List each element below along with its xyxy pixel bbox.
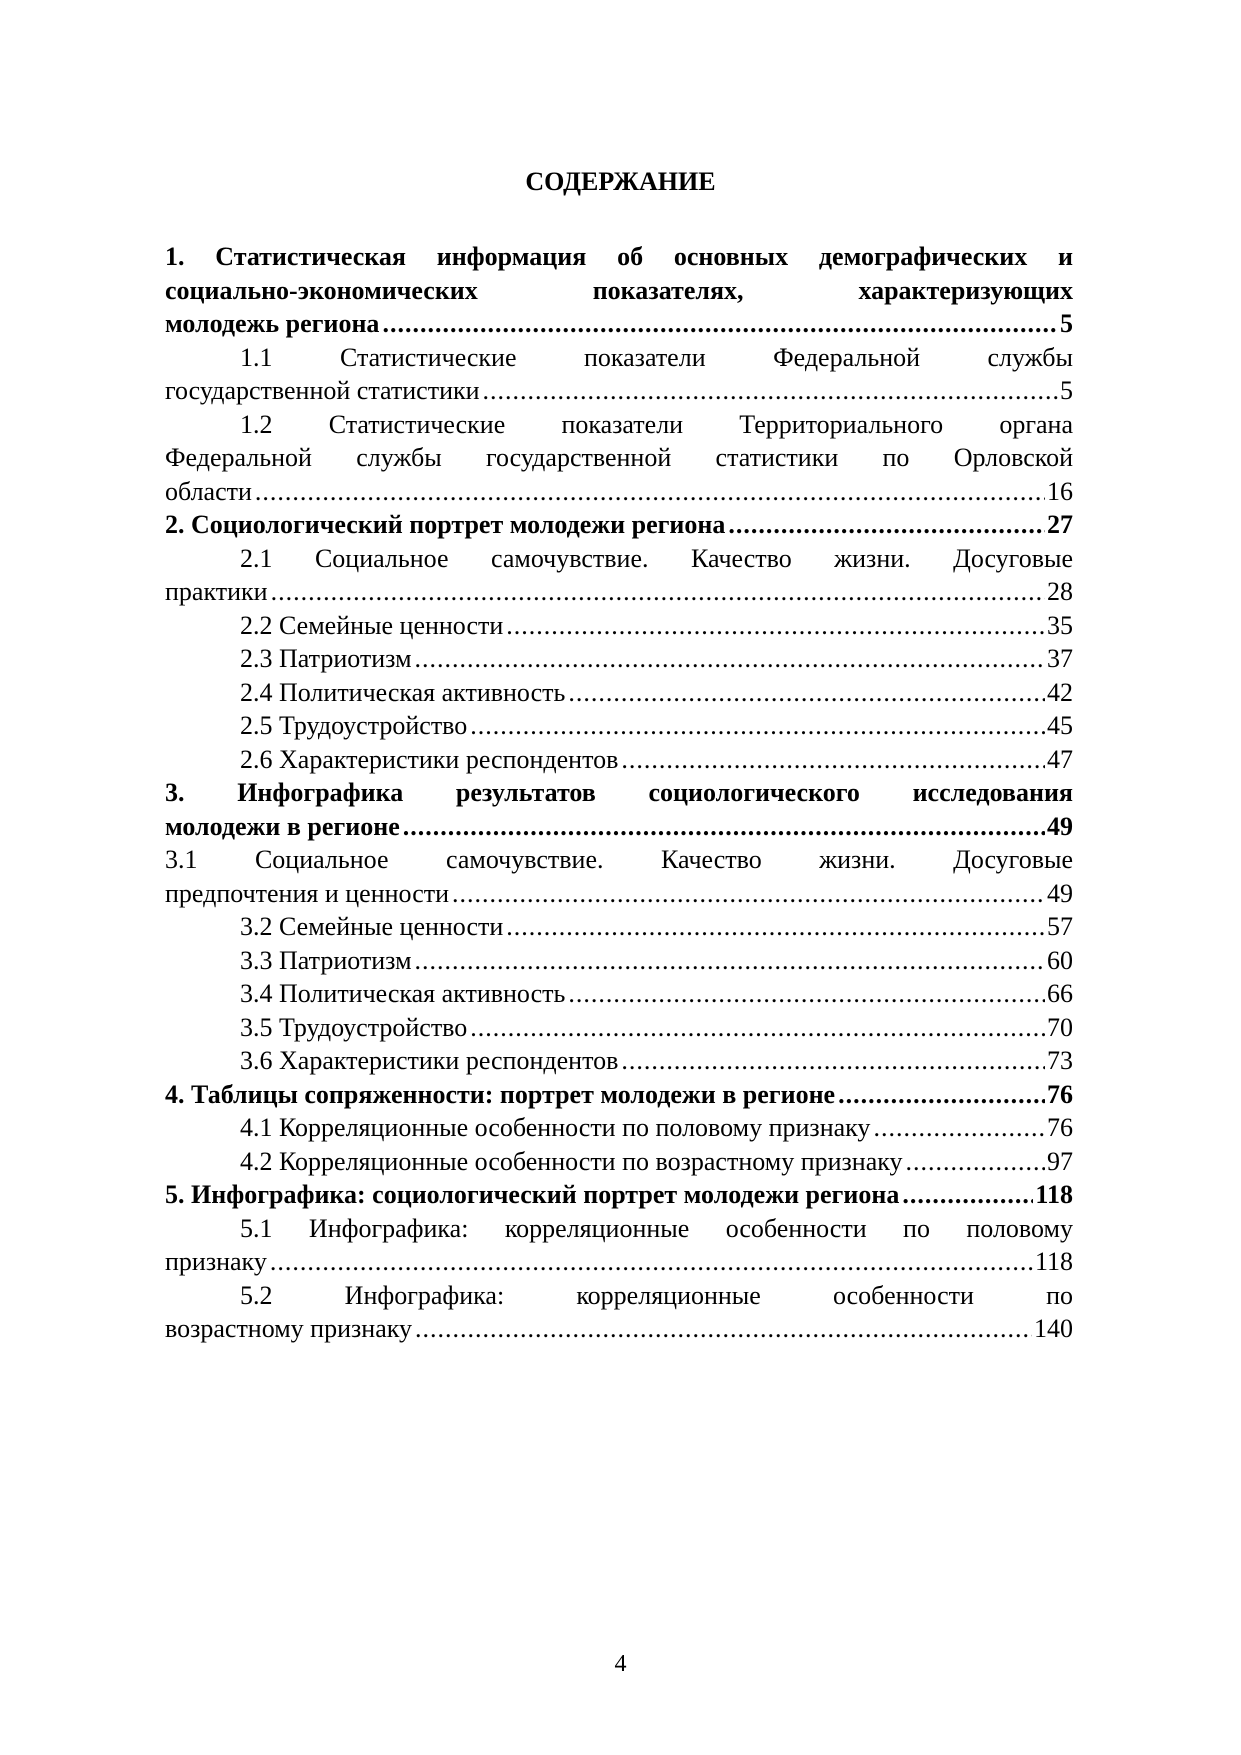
dot-leader	[271, 575, 1045, 609]
toc-page-number: 35	[1047, 610, 1073, 640]
toc-entry-2-1[interactable]	[165, 542, 1073, 609]
toc-entry-3-2[interactable]	[165, 910, 1073, 944]
toc-page-number: 140	[1034, 1314, 1073, 1343]
toc-entry-text: 3.3 Патриотизм	[240, 945, 412, 975]
toc-page-number: 118	[1034, 1247, 1073, 1276]
toc-entry-text: Федеральной службы государственной статистики по Орловской	[165, 443, 1073, 472]
toc-entry-text: 2.6 Характеристики респондентов	[240, 744, 619, 774]
toc-entry-text: 2.4 Политическая активность	[240, 677, 566, 707]
dot-leader	[838, 1078, 1045, 1112]
dot-leader	[403, 810, 1045, 844]
toc-entry-text: 2.2 Семейные ценности	[240, 610, 504, 640]
dot-leader	[568, 676, 1045, 710]
toc-page-number: 47	[1047, 744, 1073, 774]
page-number: 4	[614, 1651, 627, 1677]
dot-leader	[506, 609, 1045, 643]
toc-page-number: 5	[1060, 309, 1073, 338]
toc-entry-text: 3. Инфографика результатов социологического исследования	[165, 778, 1073, 807]
toc-page-number: 66	[1047, 979, 1073, 1008]
toc-entry-text: социально-экономических показателях, характеризующих	[165, 275, 1073, 305]
toc-entry-5[interactable]	[165, 1178, 1073, 1212]
toc-page-number: 37	[1047, 644, 1073, 673]
toc-entry-text: 5.1 Инфографика: корреляционные особенности по половому	[240, 1213, 1073, 1243]
toc-entry-text: 5. Инфографика: социологический портрет молодежи региона	[165, 1180, 900, 1209]
dot-leader	[902, 1178, 1033, 1212]
toc-entry-text: молодежь региона	[165, 309, 380, 338]
dot-leader	[873, 1111, 1045, 1145]
toc-entry-1-1[interactable]	[165, 341, 1073, 408]
dot-leader	[506, 910, 1045, 944]
toc-entry-text: области	[165, 476, 252, 506]
toc-entry-2-4[interactable]	[165, 676, 1073, 710]
toc-entry-text: 4.2 Корреляционные особенности по возрастному признаку	[240, 1146, 903, 1176]
toc-entry-4[interactable]	[165, 1078, 1073, 1112]
toc-entry-text: 1. Статистическая информация об основных демографических и	[165, 242, 1073, 271]
toc-entry-text: 5.2 Инфографика: корреляционные особенности по	[240, 1280, 1073, 1310]
dot-leader	[255, 475, 1045, 509]
dot-leader	[568, 977, 1045, 1011]
dot-leader	[415, 944, 1045, 978]
toc-page-number: 73	[1047, 1046, 1073, 1075]
toc-page-number: 118	[1035, 1180, 1073, 1209]
toc-entry-2-6[interactable]	[165, 743, 1073, 777]
toc-page-number: 28	[1047, 577, 1073, 606]
toc-entry-text: предпочтения и ценности	[165, 878, 450, 908]
dot-leader	[470, 709, 1045, 743]
toc-page-number: 16	[1047, 476, 1073, 506]
toc-entry-3-4[interactable]	[165, 977, 1073, 1011]
dot-leader	[452, 877, 1045, 911]
toc-entry-text: 2.1 Социальное самочувствие. Качество жизни. Досуговые	[240, 543, 1073, 573]
toc-entry-3-3[interactable]	[165, 944, 1073, 978]
toc-entry-4-1[interactable]	[165, 1111, 1073, 1145]
toc-entry-text: 1.1 Статистические показатели Федеральной службы	[240, 342, 1073, 372]
dot-leader	[470, 1011, 1045, 1045]
dot-leader	[621, 1044, 1045, 1078]
toc-entry-text: государственной статистики	[165, 376, 480, 405]
table-of-contents	[165, 240, 1073, 1346]
toc-entry-text: признаку	[165, 1247, 267, 1276]
toc-page-number: 57	[1047, 912, 1073, 941]
page-title: СОДЕРЖАНИЕ	[525, 167, 716, 196]
toc-page-number: 49	[1047, 811, 1073, 841]
toc-entry-text: 2.5 Трудоустройство	[240, 711, 468, 740]
dot-leader	[621, 743, 1045, 777]
toc-entry-3-6[interactable]	[165, 1044, 1073, 1078]
toc-page-number: 27	[1047, 510, 1073, 539]
toc-entry-text: молодежи в регионе	[165, 811, 400, 841]
toc-entry-text: 3.2 Семейные ценности	[240, 912, 504, 941]
toc-entry-text: 2. Социологический портрет молодежи региона	[165, 510, 726, 539]
toc-page-number: 49	[1047, 878, 1073, 908]
toc-entry-text: 4. Таблицы сопряженности: портрет молодежи в регионе	[165, 1079, 836, 1109]
toc-page-number: 5	[1060, 376, 1073, 405]
toc-entry-3-5[interactable]	[165, 1011, 1073, 1045]
toc-entry-2-3[interactable]	[165, 642, 1073, 676]
toc-entry-text: практики	[165, 577, 268, 606]
toc-page-number: 97	[1047, 1146, 1073, 1176]
toc-entry-1[interactable]	[165, 240, 1073, 341]
toc-page-number: 45	[1047, 711, 1073, 740]
toc-entry-3-1[interactable]	[165, 843, 1073, 910]
dot-leader	[415, 642, 1045, 676]
dot-leader	[483, 374, 1058, 408]
toc-page-number: 42	[1047, 677, 1073, 707]
dot-leader	[382, 307, 1058, 341]
toc-entry-2-2[interactable]	[165, 609, 1073, 643]
toc-page-number: 76	[1047, 1113, 1073, 1142]
toc-entry-2[interactable]	[165, 508, 1073, 542]
toc-entry-4-2[interactable]	[165, 1145, 1073, 1179]
toc-entry-text: 3.1 Социальное самочувствие. Качество жизни. Досуговые	[165, 845, 1073, 874]
dot-leader	[728, 508, 1045, 542]
toc-page-number: 70	[1047, 1012, 1073, 1042]
toc-entry-5-2[interactable]	[165, 1279, 1073, 1346]
toc-entry-3[interactable]	[165, 776, 1073, 843]
dot-leader	[415, 1312, 1032, 1346]
toc-entry-5-1[interactable]	[165, 1212, 1073, 1279]
dot-leader	[906, 1145, 1045, 1179]
toc-entry-text: возрастному признаку	[165, 1314, 412, 1343]
toc-entry-2-5[interactable]	[165, 709, 1073, 743]
toc-page-number: 60	[1047, 945, 1073, 975]
toc-entry-text: 1.2 Статистические показатели Территориального органа	[240, 409, 1073, 439]
toc-entry-1-2[interactable]	[165, 408, 1073, 509]
toc-entry-text: 2.3 Патриотизм	[240, 644, 412, 673]
toc-page-number: 76	[1047, 1079, 1073, 1109]
toc-entry-text: 3.6 Характеристики респондентов	[240, 1046, 619, 1075]
toc-entry-text: 4.1 Корреляционные особенности по половому признаку	[240, 1113, 871, 1142]
dot-leader	[270, 1245, 1033, 1279]
toc-entry-text: 3.5 Трудоустройство	[240, 1012, 468, 1042]
toc-entry-text: 3.4 Политическая активность	[240, 979, 566, 1008]
